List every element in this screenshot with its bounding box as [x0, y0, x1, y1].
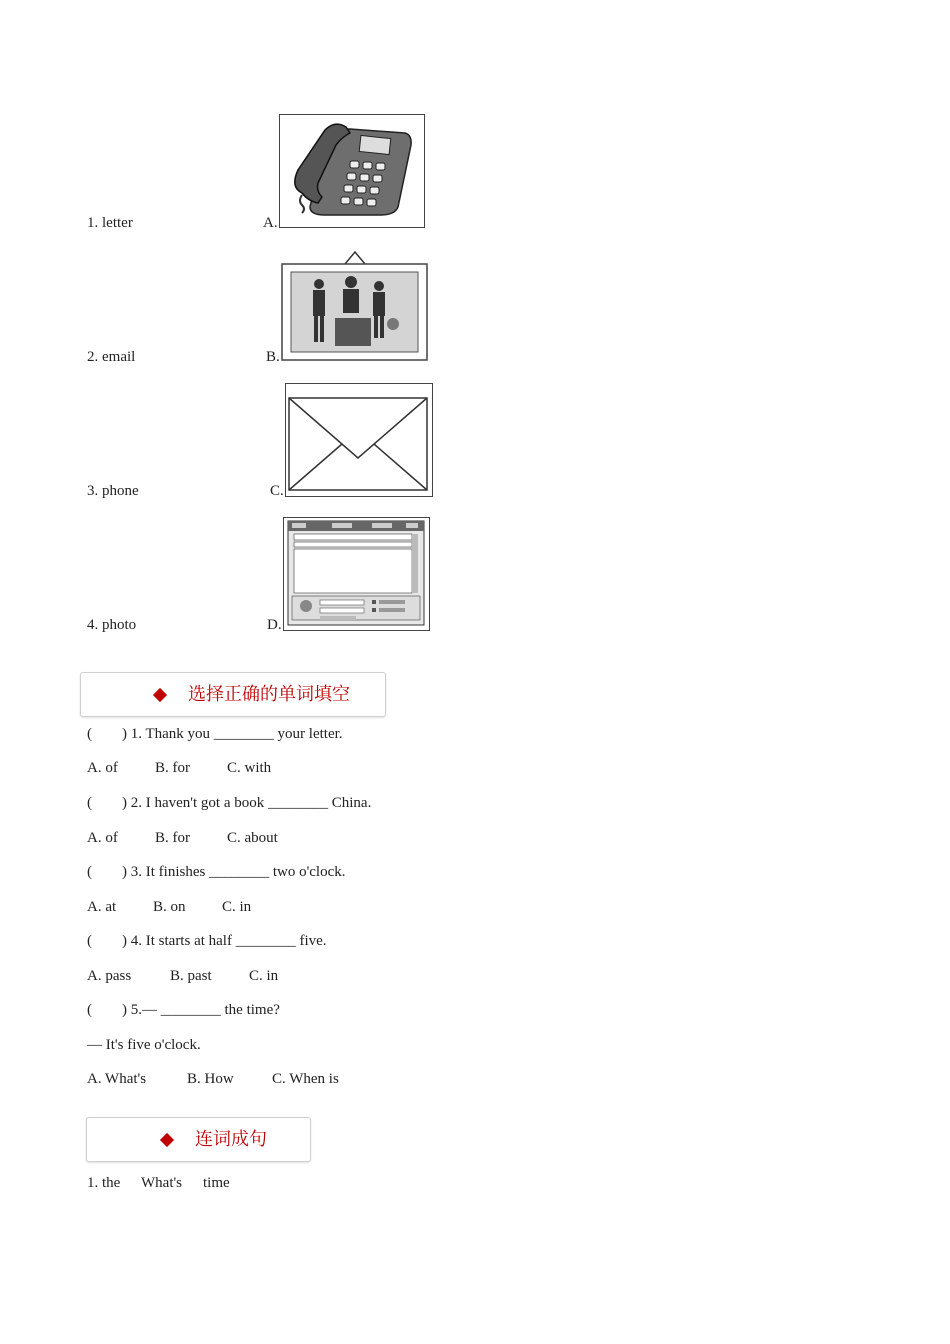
- section-title: 连词成句: [195, 1129, 267, 1150]
- option-2c: C. about: [227, 830, 278, 846]
- match-word-3: 3. phone: [87, 483, 139, 499]
- option-5a: A. What's: [87, 1071, 147, 1087]
- match-word-1: 1. letter: [87, 215, 133, 231]
- email-window-picture: [283, 517, 430, 631]
- diamond-icon: [153, 688, 167, 702]
- match-word-2: 2. email: [87, 349, 136, 365]
- question-stem-5: ( ) 5.— ________ the time?: [87, 1002, 280, 1018]
- photo-picture: [281, 248, 429, 362]
- option-2a: A. of: [87, 830, 118, 846]
- section-header-fill-blank: [80, 672, 386, 717]
- option-1a: A. of: [87, 760, 118, 776]
- telephone-picture: [279, 114, 425, 228]
- option-4a: A. pass: [87, 968, 132, 984]
- word-1: 1. the: [87, 1175, 121, 1191]
- question-stem-1: ( ) 1. Thank you ________ your letter.: [87, 726, 343, 742]
- option-5c: C. When is: [272, 1071, 339, 1087]
- option-1b: B. for: [155, 760, 190, 776]
- word-3: time: [203, 1175, 230, 1191]
- option-2b: B. for: [155, 830, 190, 846]
- word-2: What's: [141, 1175, 183, 1191]
- option-5b: B. How: [187, 1071, 234, 1087]
- match-letter-c: C.: [270, 483, 284, 499]
- section-header-sentence: [86, 1117, 311, 1162]
- question-stem-2: ( ) 2. I haven't got a book ________ China.: [87, 795, 372, 811]
- section-title: 选择正确的单词填空: [188, 684, 350, 705]
- option-4c: C. in: [249, 968, 279, 984]
- match-letter-b: B.: [266, 349, 280, 365]
- question-stem-4: ( ) 4. It starts at half ________ five.: [87, 933, 327, 949]
- option-3a: A. at: [87, 899, 117, 915]
- option-1c: C. with: [227, 760, 272, 776]
- option-3b: B. on: [153, 899, 186, 915]
- match-letter-d: D.: [267, 617, 282, 633]
- answer-line-5: — It's five o'clock.: [87, 1037, 201, 1053]
- match-letter-a: A.: [263, 215, 278, 231]
- envelope-picture: [285, 383, 433, 497]
- match-word-4: 4. photo: [87, 617, 137, 633]
- option-4b: B. past: [170, 968, 212, 984]
- diamond-icon: [160, 1133, 174, 1147]
- question-stem-3: ( ) 3. It finishes ________ two o'clock.: [87, 864, 346, 880]
- option-3c: C. in: [222, 899, 252, 915]
